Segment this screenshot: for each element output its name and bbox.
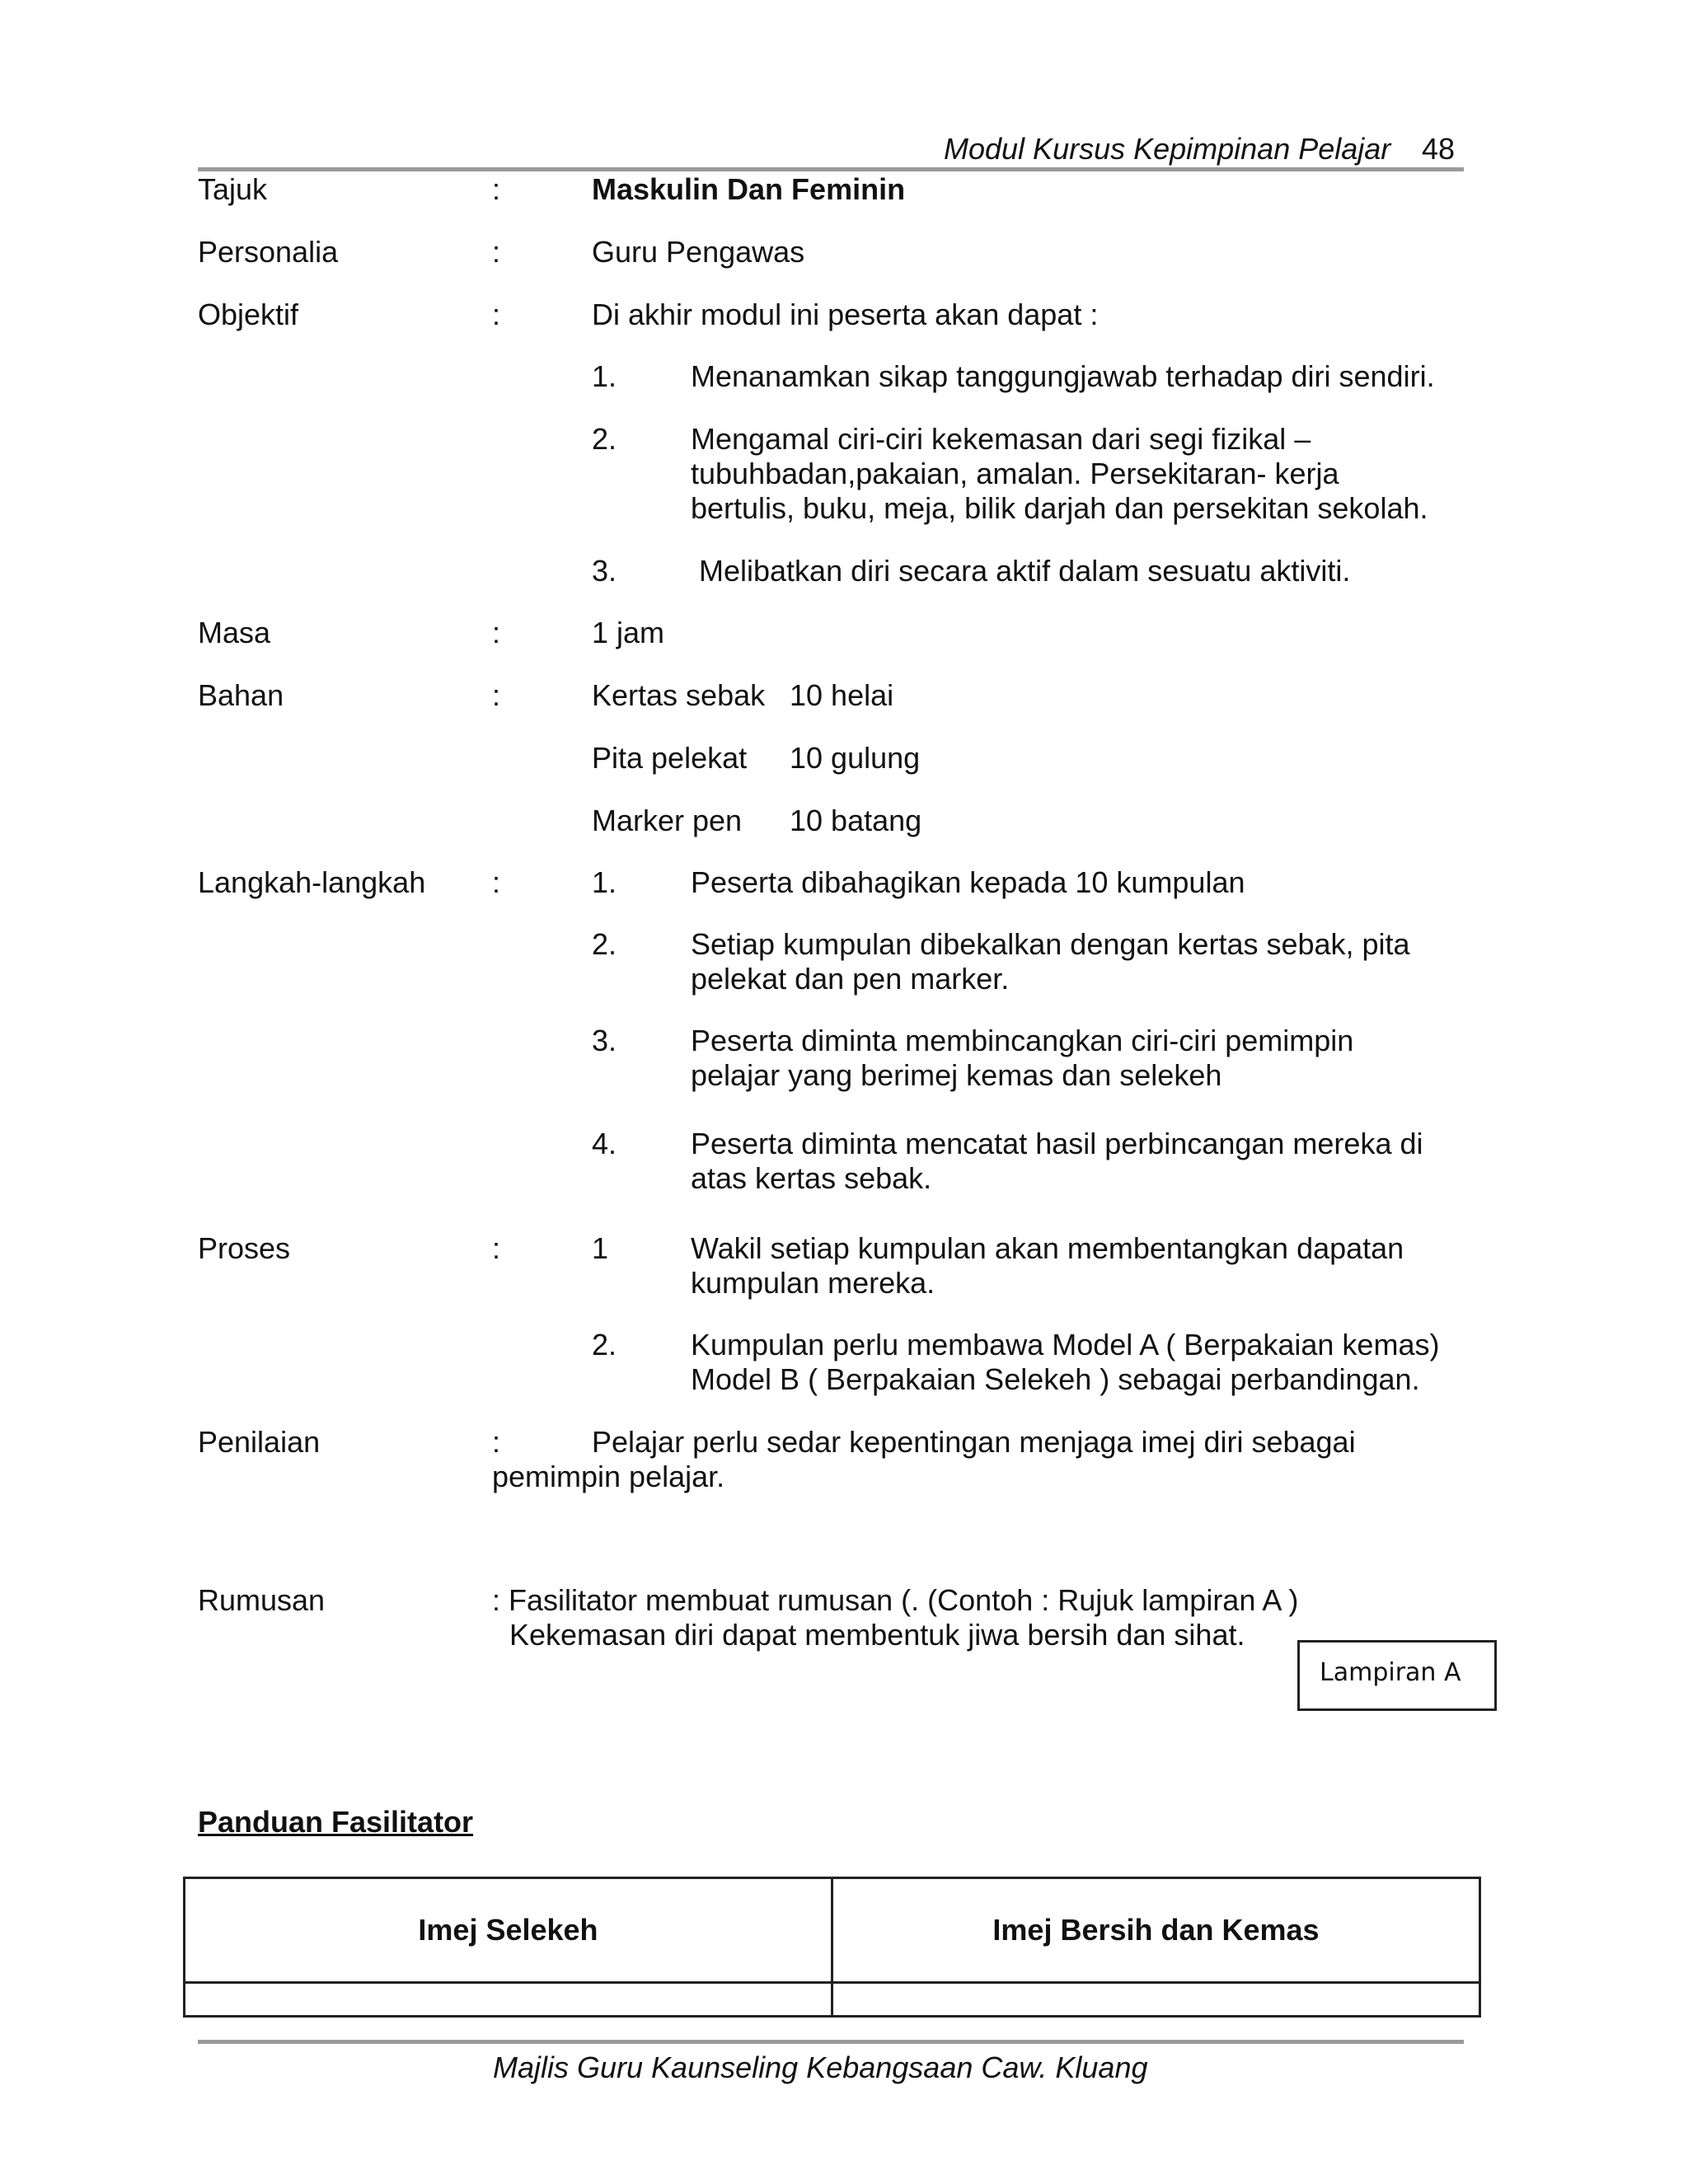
penilaian-text: pemimpin pelajar. (492, 1460, 725, 1493)
langkah-item-text: Setiap kumpulan dibekalkan dengan kertas sebak, pita (691, 927, 1410, 961)
table-header-row (185, 1878, 1480, 1983)
masa-value: 1 jam (592, 616, 665, 649)
langkah-item-number: 4. (592, 1127, 617, 1160)
masa-colon: : (492, 616, 501, 649)
personalia-label: Personalia (198, 235, 339, 269)
bahan-item-qty: 10 gulung (790, 741, 921, 775)
footer-rule (198, 2040, 1464, 2044)
panduan-title: Panduan Fasilitator (198, 1805, 474, 1839)
penilaian-text: Pelajar perlu sedar kepentingan menjaga imej diri sebagai (592, 1425, 1356, 1459)
langkah-item-number: 1. (592, 865, 617, 899)
rumusan-label: Rumusan (198, 1583, 326, 1617)
proses-colon: : (492, 1231, 501, 1265)
langkah-item-text: Peserta dibahagikan kepada 10 kumpulan (691, 865, 1245, 899)
bahan-label: Bahan (198, 678, 284, 712)
langkah-label: Langkah-langkah (198, 865, 426, 899)
proses-item-number: 1 (592, 1231, 609, 1265)
penilaian-colon: : (492, 1425, 501, 1459)
proses-label: Proses (198, 1231, 291, 1265)
bahan-item-name: Pita pelekat (592, 741, 748, 775)
objektif-item-text: Menanamkan sikap tanggungjawab terhadap diri sendiri. (691, 359, 1435, 393)
langkah-item-text: pelekat dan pen marker. (691, 962, 1010, 996)
personalia-value: Guru Pengawas (592, 235, 805, 269)
langkah-colon: : (492, 865, 501, 899)
objektif-item-number: 3. (592, 554, 617, 588)
tajuk-colon: : (492, 172, 501, 206)
penilaian-label: Penilaian (198, 1425, 321, 1459)
langkah-item-text: atas kertas sebak. (691, 1161, 932, 1195)
objektif-item-text: tubuhbadan,pakaian, amalan. Persekitaran- kerja (691, 457, 1339, 490)
bahan-item-name: Kertas sebak (592, 678, 766, 712)
objektif-item-number: 1. (592, 359, 617, 393)
objektif-item-text: Melibatkan diri secara aktif dalam sesuatu aktiviti. (699, 554, 1351, 588)
table-cell (832, 1983, 1480, 2017)
lampiran-a-label: Lampiran A (1320, 1658, 1461, 1687)
table-row (185, 1983, 1480, 2017)
proses-item-text: Kumpulan perlu membawa Model A ( Berpakaian kemas) (691, 1328, 1440, 1361)
langkah-item-text: pelajar yang berimej kemas dan selekeh (691, 1058, 1222, 1092)
bahan-colon: : (492, 678, 501, 712)
langkah-item-number: 3. (592, 1024, 617, 1057)
objektif-label: Objektif (198, 298, 299, 331)
running-header-title: Modul Kursus Kepimpinan Pelajar (944, 132, 1391, 166)
rumusan-text: Kekemasan diri dapat membentuk jiwa bersih dan sihat. (509, 1618, 1245, 1652)
column-header-imej-selekeh: Imej Selekeh (185, 1878, 832, 1983)
footer-text: Majlis Guru Kaunseling Kebangsaan Caw. Kluang (493, 2050, 1148, 2084)
objektif-item-text: Mengamal ciri-ciri kekemasan dari segi fizikal – (691, 422, 1311, 456)
page-number: 48 (1422, 132, 1456, 166)
objektif-item-number: 2. (592, 422, 617, 456)
objektif-colon: : (492, 298, 501, 331)
proses-item-text: kumpulan mereka. (691, 1266, 935, 1300)
rumusan-text: : Fasilitator membuat rumusan (. (Contoh : Rujuk lampiran A ) (492, 1583, 1299, 1617)
panduan-table (183, 1877, 1481, 2018)
table-cell (185, 1983, 832, 2017)
bahan-item-qty: 10 helai (790, 678, 894, 712)
lampiran-a-box (1297, 1640, 1497, 1711)
proses-item-text: Wakil setiap kumpulan akan membentangkan dapatan (691, 1231, 1404, 1265)
langkah-item-number: 2. (592, 927, 617, 961)
bahan-item-name: Marker pen (592, 804, 743, 837)
objektif-item-text: bertulis, buku, meja, bilik darjah dan persekitan sekolah. (691, 491, 1428, 525)
personalia-colon: : (492, 235, 501, 269)
column-header-imej-bersih: Imej Bersih dan Kemas (832, 1878, 1480, 1983)
tajuk-value: Maskulin Dan Feminin (592, 172, 906, 206)
langkah-item-text: Peserta diminta membincangkan ciri-ciri pemimpin (691, 1024, 1354, 1057)
objektif-intro: Di akhir modul ini peserta akan dapat : (592, 298, 1099, 331)
masa-label: Masa (198, 616, 271, 649)
langkah-item-text: Peserta diminta mencatat hasil perbincangan mereka di (691, 1127, 1423, 1160)
header-rule (198, 167, 1464, 171)
tajuk-label: Tajuk (198, 172, 268, 206)
bahan-item-qty: 10 batang (790, 804, 922, 837)
proses-item-number: 2. (592, 1328, 617, 1361)
proses-item-text: Model B ( Berpakaian Selekeh ) sebagai perbandingan. (691, 1362, 1420, 1396)
